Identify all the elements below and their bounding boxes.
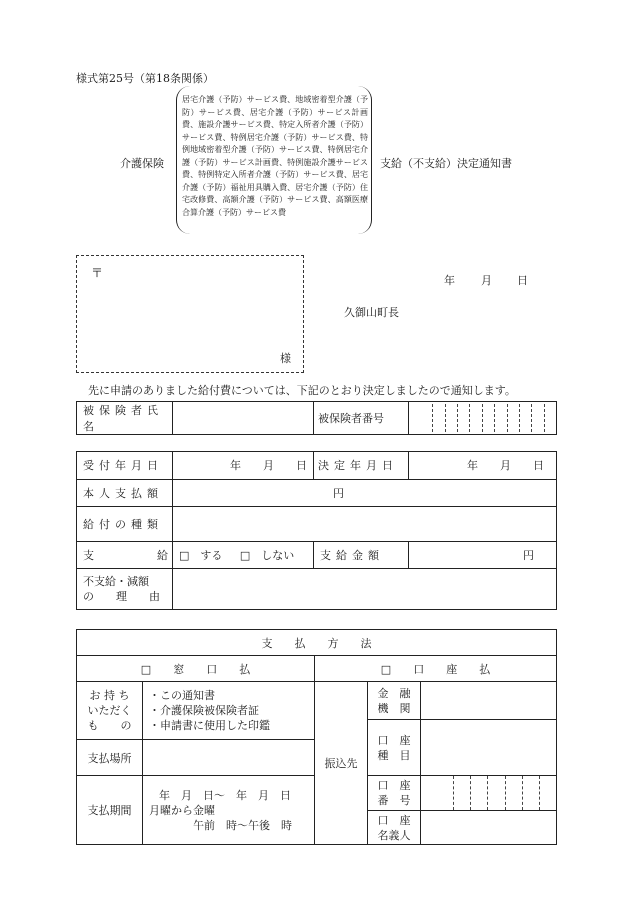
insured-name-label: 被保険者氏名 <box>83 404 163 433</box>
insurance-label: 介護保険 <box>120 157 164 170</box>
payment-method-table <box>76 629 557 845</box>
bank-cell <box>421 682 557 720</box>
honorific: 様 <box>280 352 291 365</box>
received-label: 受付年月日 <box>83 459 163 473</box>
payment-not-checkbox[interactable]: □ しない <box>239 548 295 562</box>
payment-label-2: 給 <box>157 548 168 562</box>
acct-num-label-1: 口 座 <box>377 779 411 792</box>
self-pay-label: 本人支払額 <box>83 486 163 500</box>
period-line-3: 午前 時～午後 時 <box>193 818 292 832</box>
payment-method-header: 支 払 方 法 <box>261 636 372 650</box>
transfer-label: 振込先 <box>324 757 358 770</box>
insured-number-cell <box>409 402 557 435</box>
insured-table <box>76 401 557 435</box>
intro-text: 先に申請のありました給付費については、下記のとおり決定しましたので通知します。 <box>88 384 516 397</box>
acct-name-label-2: 名義人 <box>377 828 411 842</box>
acct-type-label-1: 口 座 <box>377 733 411 747</box>
place-cell <box>143 740 315 776</box>
acct-type-cell <box>421 720 557 776</box>
self-pay-unit: 円 <box>333 486 344 500</box>
reason-label-1: 不支給・減額 <box>83 575 149 589</box>
insured-number-label: 被保険者番号 <box>318 412 384 425</box>
benefit-type-label: 給付の種類 <box>83 517 163 531</box>
amount-unit: 円 <box>523 548 534 562</box>
period-line-2: 月曜から金曜 <box>149 803 215 817</box>
bring-label-3: も の <box>87 719 132 732</box>
bring-item: ・介護保険被保険者証 <box>149 704 259 717</box>
bank-label-1: 金 融 <box>377 686 411 700</box>
postal-mark: 〒 <box>91 266 104 280</box>
acct-name-cell <box>421 811 557 845</box>
date-year: 年 <box>444 274 455 287</box>
window-pay-option[interactable]: □ 窓 口 払 <box>140 662 251 676</box>
address-box <box>76 255 304 373</box>
form-number: 様式第25号（第18条関係） <box>76 72 214 85</box>
bring-label-1: お 持 ち <box>89 689 130 702</box>
acct-num-label-2: 番 号 <box>377 794 411 807</box>
insured-name-cell <box>173 402 314 435</box>
acct-num-cell <box>421 776 557 811</box>
acct-type-label-2: 種 目 <box>377 748 411 762</box>
period-label: 支払期間 <box>87 804 132 817</box>
payment-do-checkbox[interactable]: □ する <box>179 548 223 562</box>
service-list: 居宅介護（予防）サービス費、地域密着型介護（予防）サービス費、居宅介護（予防）サービス計画費、施設介護サービス費、特定入所者介護（予防）サービス費、特例居宅介護（予防）サービス費、特例地域密着型介護（予防）サービス費、特例居宅介護（予防）サービス計画費、特例施設介護サービス費、特例特定入所者介護（予防）サービス費、居宅介護（予防）福祉用具購入費、居宅介護（予防）住宅改修費、高額介護（予防）サービス費、高額医療合算介護（予防）サービス費 <box>182 95 368 217</box>
bring-item: ・この通知書 <box>149 689 215 702</box>
decided-date: 年 月 日 <box>467 459 544 473</box>
bring-item: ・申請書に使用した印鑑 <box>149 719 270 732</box>
bring-label-2: いただく <box>87 704 132 717</box>
amount-label: 支給金額 <box>320 548 384 562</box>
date-month: 月 <box>481 274 492 287</box>
received-date: 年 月 日 <box>230 459 307 473</box>
bank-label-2: 機 関 <box>377 701 411 715</box>
reason-cell <box>173 569 557 610</box>
acct-name-label-1: 口 座 <box>377 813 411 827</box>
decided-label: 決定年月日 <box>318 459 398 473</box>
place-label: 支払場所 <box>87 751 132 765</box>
account-pay-option[interactable]: □ 口 座 払 <box>380 662 491 676</box>
period-line-1: 年 月 日～ 年 月 日 <box>159 788 291 802</box>
decision-table <box>76 451 557 610</box>
date-day: 日 <box>517 274 528 287</box>
benefit-type-cell <box>173 507 557 542</box>
reason-label-2: の 理 由 <box>83 590 160 604</box>
payment-label-1: 支 <box>83 548 94 562</box>
notice-title: 支給（不支給）決定通知書 <box>380 157 512 170</box>
issuer: 久御山町長 <box>344 306 399 319</box>
